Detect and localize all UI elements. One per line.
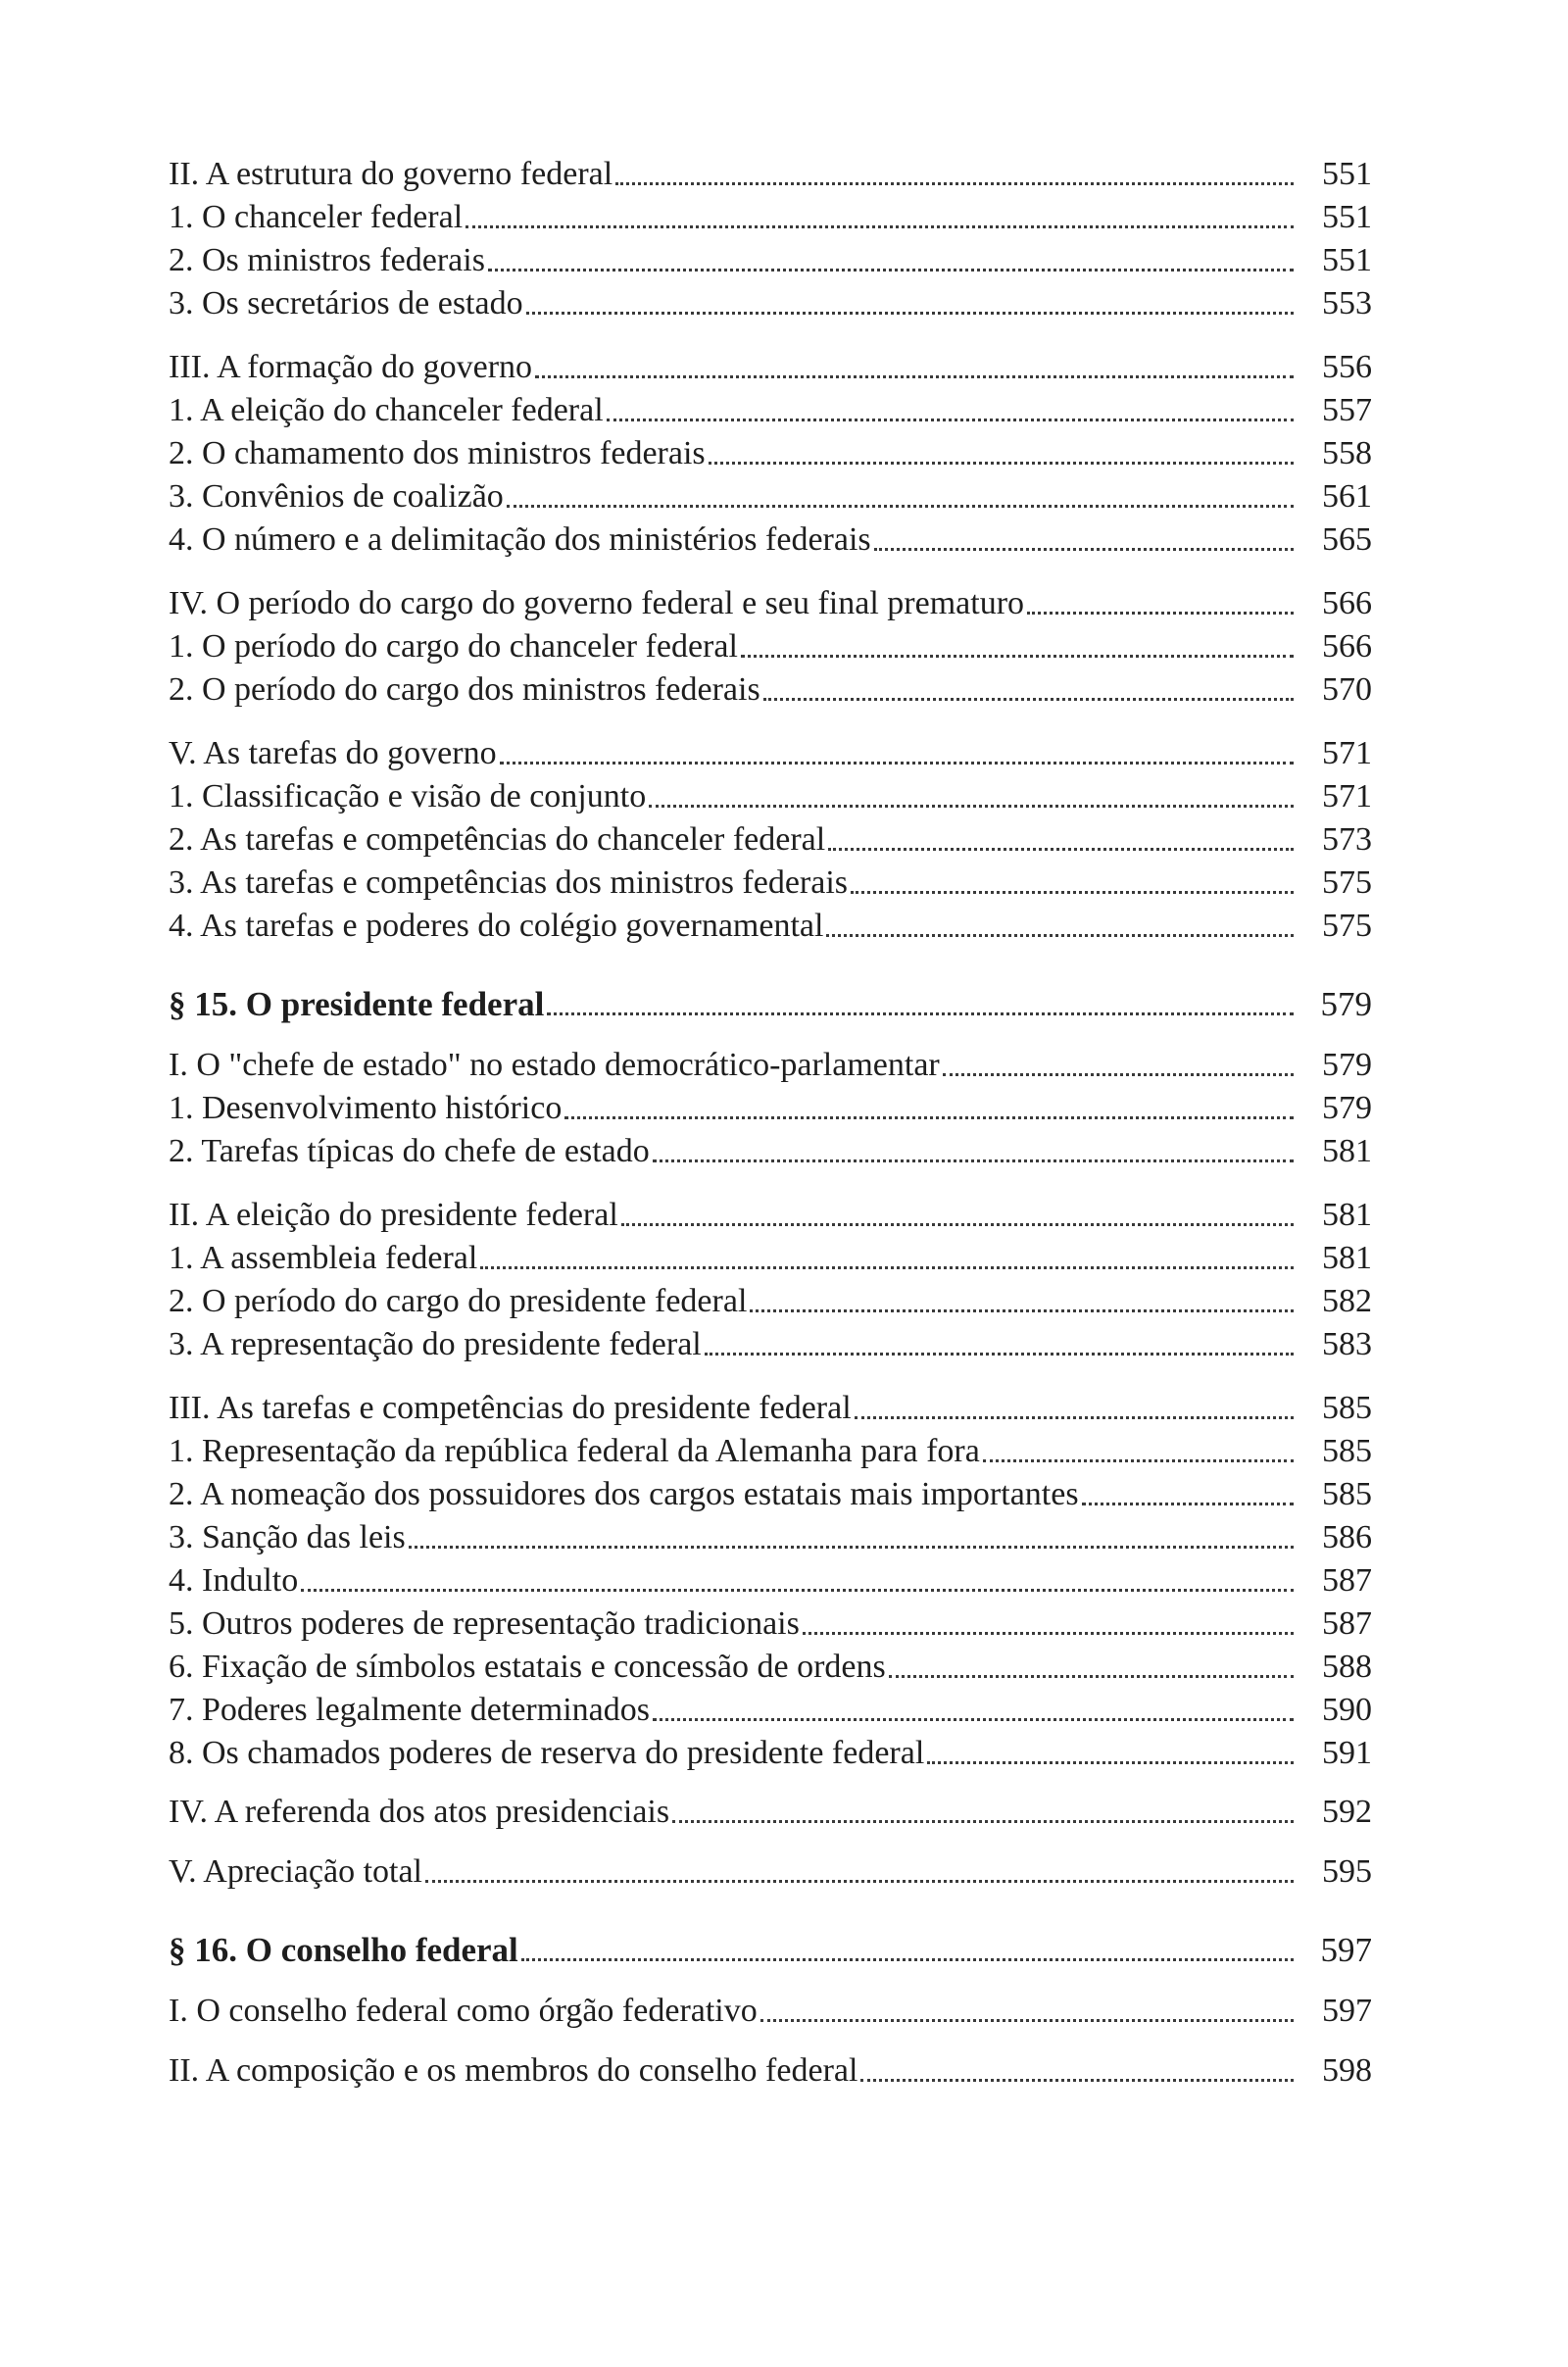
toc-entry-page: 591 (1322, 1735, 1372, 1771)
toc-entry-page: 587 (1322, 1605, 1372, 1642)
dot-leader (828, 848, 1294, 851)
toc-entry-label: 1. Classificação e visão de conjunto (169, 778, 647, 814)
toc-entry-page: 575 (1322, 908, 1372, 944)
toc-entry (169, 1282, 1372, 1321)
toc-entry (169, 1852, 1372, 1892)
toc-section-heading (169, 985, 1372, 1024)
toc-entry-page: 583 (1322, 1326, 1372, 1362)
toc-entry (169, 1132, 1372, 1171)
toc-entry-page: 595 (1322, 1853, 1372, 1890)
toc-entry-label: 1. A assembleia federal (169, 1240, 478, 1276)
toc-entry-label: IV. O período do cargo do governo federal e seu final prematuro (169, 585, 1025, 621)
toc-entry-label: 3. As tarefas e competências dos ministros federais (169, 864, 849, 901)
toc-entry (169, 1734, 1372, 1773)
toc-entry (169, 520, 1372, 560)
dot-leader (672, 1820, 1294, 1823)
toc-entry (169, 627, 1372, 666)
dot-leader (488, 269, 1294, 271)
toc-entry-page: 566 (1322, 628, 1372, 665)
dot-leader (851, 891, 1294, 894)
toc-entry-label: V. Apreciação total (169, 1853, 423, 1890)
toc-entry-label: 2. Os ministros federais (169, 242, 485, 278)
toc-entry-label: 2. O período do cargo do presidente federal (169, 1283, 748, 1319)
dot-leader (507, 505, 1294, 508)
toc-entry (169, 584, 1372, 623)
toc-entry-label: 2. As tarefas e competências do chanceler federal (169, 821, 826, 858)
toc-entry (169, 198, 1372, 237)
dot-leader (526, 312, 1294, 315)
section-title: § 15. O presidente federal (169, 985, 545, 1023)
toc-entry-label: 3. A representação do presidente federal (169, 1326, 702, 1362)
toc-entry-page: 592 (1322, 1794, 1372, 1830)
toc-entry-page: 566 (1322, 585, 1372, 621)
dot-leader (564, 1116, 1294, 1119)
toc-entry-label: 5. Outros poderes de representação tradicionais (169, 1605, 800, 1642)
dot-leader (826, 934, 1294, 937)
toc-section-heading (169, 1931, 1372, 1970)
toc-entry-page: 597 (1322, 1993, 1372, 2029)
toc-entry-label: 3. Convênios de coalizão (169, 478, 504, 515)
toc-entry-page: 585 (1322, 1390, 1372, 1426)
toc-entry (169, 670, 1372, 710)
toc-entry (169, 434, 1372, 473)
toc-entry-label: III. As tarefas e competências do presidente federal (169, 1390, 852, 1426)
toc-entry (169, 1648, 1372, 1687)
dot-leader (855, 1416, 1294, 1419)
dot-leader (607, 419, 1294, 421)
toc-entry-page: 573 (1322, 821, 1372, 858)
toc-entry-label: 2. O chamamento dos ministros federais (169, 435, 706, 471)
toc-entry-label: II. A eleição do presidente federal (169, 1197, 618, 1233)
dot-leader (943, 1073, 1294, 1076)
dot-leader (1082, 1503, 1294, 1505)
toc-entry (169, 477, 1372, 517)
toc-entry-label: 2. O período do cargo dos ministros federais (169, 671, 760, 708)
dot-leader (425, 1880, 1294, 1883)
toc-entry (169, 820, 1372, 860)
toc-entry-label: 2. Tarefas típicas do chefe de estado (169, 1133, 650, 1169)
toc-entry-page: 581 (1322, 1240, 1372, 1276)
toc-entry-page: 581 (1322, 1197, 1372, 1233)
dot-leader (741, 655, 1294, 658)
dot-leader (649, 805, 1294, 808)
dot-leader (301, 1589, 1294, 1592)
toc-entry (169, 1793, 1372, 1832)
toc-entry-page: 571 (1322, 778, 1372, 814)
dot-leader (615, 182, 1294, 185)
toc-entry-page: 575 (1322, 864, 1372, 901)
toc-entry (169, 348, 1372, 387)
toc-entry-page: 557 (1322, 392, 1372, 428)
toc-entry-label: 1. O período do cargo do chanceler federal (169, 628, 738, 665)
dot-leader (983, 1459, 1294, 1462)
dot-leader (653, 1718, 1294, 1721)
toc-entry (169, 2051, 1372, 2091)
dot-leader (521, 1958, 1294, 1961)
toc-entry-label: II. A estrutura do governo federal (169, 156, 613, 192)
toc-entry-label: I. O conselho federal como órgão federativo (169, 1993, 758, 2029)
toc-entry (169, 1196, 1372, 1235)
toc-entry (169, 1561, 1372, 1601)
dot-leader (621, 1223, 1294, 1226)
toc-entry (169, 1046, 1372, 1085)
dot-leader (803, 1632, 1294, 1635)
toc-entry-page: 597 (1320, 1931, 1372, 1969)
toc-entry (169, 155, 1372, 194)
dot-leader (547, 1012, 1294, 1015)
toc-entry-page: 551 (1322, 156, 1372, 192)
dot-leader (409, 1546, 1294, 1549)
dot-leader (500, 762, 1294, 764)
toc-entry-label: I. O "chefe de estado" no estado democrático-parlamentar (169, 1047, 940, 1083)
toc-entry-page: 581 (1322, 1133, 1372, 1169)
toc-entry (169, 241, 1372, 280)
toc-entry (169, 1389, 1372, 1428)
toc-entry-page: 571 (1322, 735, 1372, 771)
toc-entry (169, 734, 1372, 773)
toc-entry-page: 551 (1322, 199, 1372, 235)
section-title: § 16. O conselho federal (169, 1931, 518, 1969)
dot-leader (760, 2019, 1294, 2022)
toc-entry (169, 1475, 1372, 1514)
toc-entry (169, 1518, 1372, 1557)
toc-entry-label: 4. As tarefas e poderes do colégio governamental (169, 908, 824, 944)
toc-entry (169, 1325, 1372, 1364)
toc-entry-label: 1. A eleição do chanceler federal (169, 392, 604, 428)
toc-entry-label: 3. Sanção das leis (169, 1519, 406, 1555)
dot-leader (860, 2079, 1294, 2082)
toc-entry-label: 1. Desenvolvimento histórico (169, 1090, 563, 1126)
toc-entry (169, 1992, 1372, 2031)
toc-entry (169, 1239, 1372, 1278)
toc-entry (169, 1691, 1372, 1730)
toc-entry-page: 585 (1322, 1433, 1372, 1469)
toc-entry-page: 588 (1322, 1649, 1372, 1685)
dot-leader (480, 1266, 1294, 1269)
dot-leader (750, 1309, 1294, 1312)
toc-entry-page: 561 (1322, 478, 1372, 515)
dot-leader (466, 225, 1294, 228)
toc-entry-page: 579 (1322, 1047, 1372, 1083)
toc-entry (169, 1089, 1372, 1128)
toc-entry-page: 570 (1322, 671, 1372, 708)
toc-entry-label: II. A composição e os membros do conselho federal (169, 2052, 858, 2089)
toc-entry-page: 551 (1322, 242, 1372, 278)
dot-leader (709, 462, 1294, 465)
dot-leader (705, 1353, 1294, 1356)
toc-entry-label: 7. Poderes legalmente determinados (169, 1692, 650, 1728)
toc-entry-page: 579 (1320, 985, 1372, 1023)
toc-entry-page: 579 (1322, 1090, 1372, 1126)
dot-leader (653, 1159, 1294, 1162)
toc-entry-label (169, 985, 544, 1024)
toc-entry (169, 863, 1372, 903)
toc-entry-page: 565 (1322, 521, 1372, 558)
toc-entry-label: 8. Os chamados poderes de reserva do presidente federal (169, 1735, 925, 1771)
toc-entry (169, 1604, 1372, 1644)
toc-entry (169, 1432, 1372, 1471)
toc-entry (169, 907, 1372, 946)
toc-entry-page: 598 (1322, 2052, 1372, 2089)
toc-entry-page: 556 (1322, 349, 1372, 385)
dot-leader (763, 698, 1294, 701)
toc-entry-label: 3. Os secretários de estado (169, 285, 523, 321)
toc-entry-label: 6. Fixação de símbolos estatais e concessão de ordens (169, 1649, 886, 1685)
dot-leader (535, 375, 1294, 378)
toc-entry (169, 391, 1372, 430)
toc-entry-label: 4. Indulto (169, 1562, 299, 1599)
toc-entry-page: 590 (1322, 1692, 1372, 1728)
dot-leader (1027, 612, 1294, 615)
toc-entry-label: 2. A nomeação dos possuidores dos cargos estatais mais importantes (169, 1476, 1079, 1512)
toc-entry-label: IV. A referenda dos atos presidenciais (169, 1794, 670, 1830)
toc-entry-label: 1. Representação da república federal da Alemanha para fora (169, 1433, 980, 1469)
toc-entry-label (169, 1931, 518, 1970)
dot-leader (889, 1675, 1294, 1678)
toc-entry (169, 284, 1372, 323)
toc-entry-page: 585 (1322, 1476, 1372, 1512)
toc-entry-page: 582 (1322, 1283, 1372, 1319)
toc-entry-page: 558 (1322, 435, 1372, 471)
toc-entry (169, 777, 1372, 816)
toc-entry-page: 553 (1322, 285, 1372, 321)
toc-entry-page: 587 (1322, 1562, 1372, 1599)
toc-entry-label: III. A formação do governo (169, 349, 533, 385)
dot-leader (927, 1761, 1294, 1764)
toc-entry-label: V. As tarefas do governo (169, 735, 497, 771)
toc-entry-label: 4. O número e a delimitação dos ministérios federais (169, 521, 871, 558)
toc-entry-label: 1. O chanceler federal (169, 199, 464, 235)
dot-leader (874, 548, 1294, 551)
toc-entry-page: 586 (1322, 1519, 1372, 1555)
